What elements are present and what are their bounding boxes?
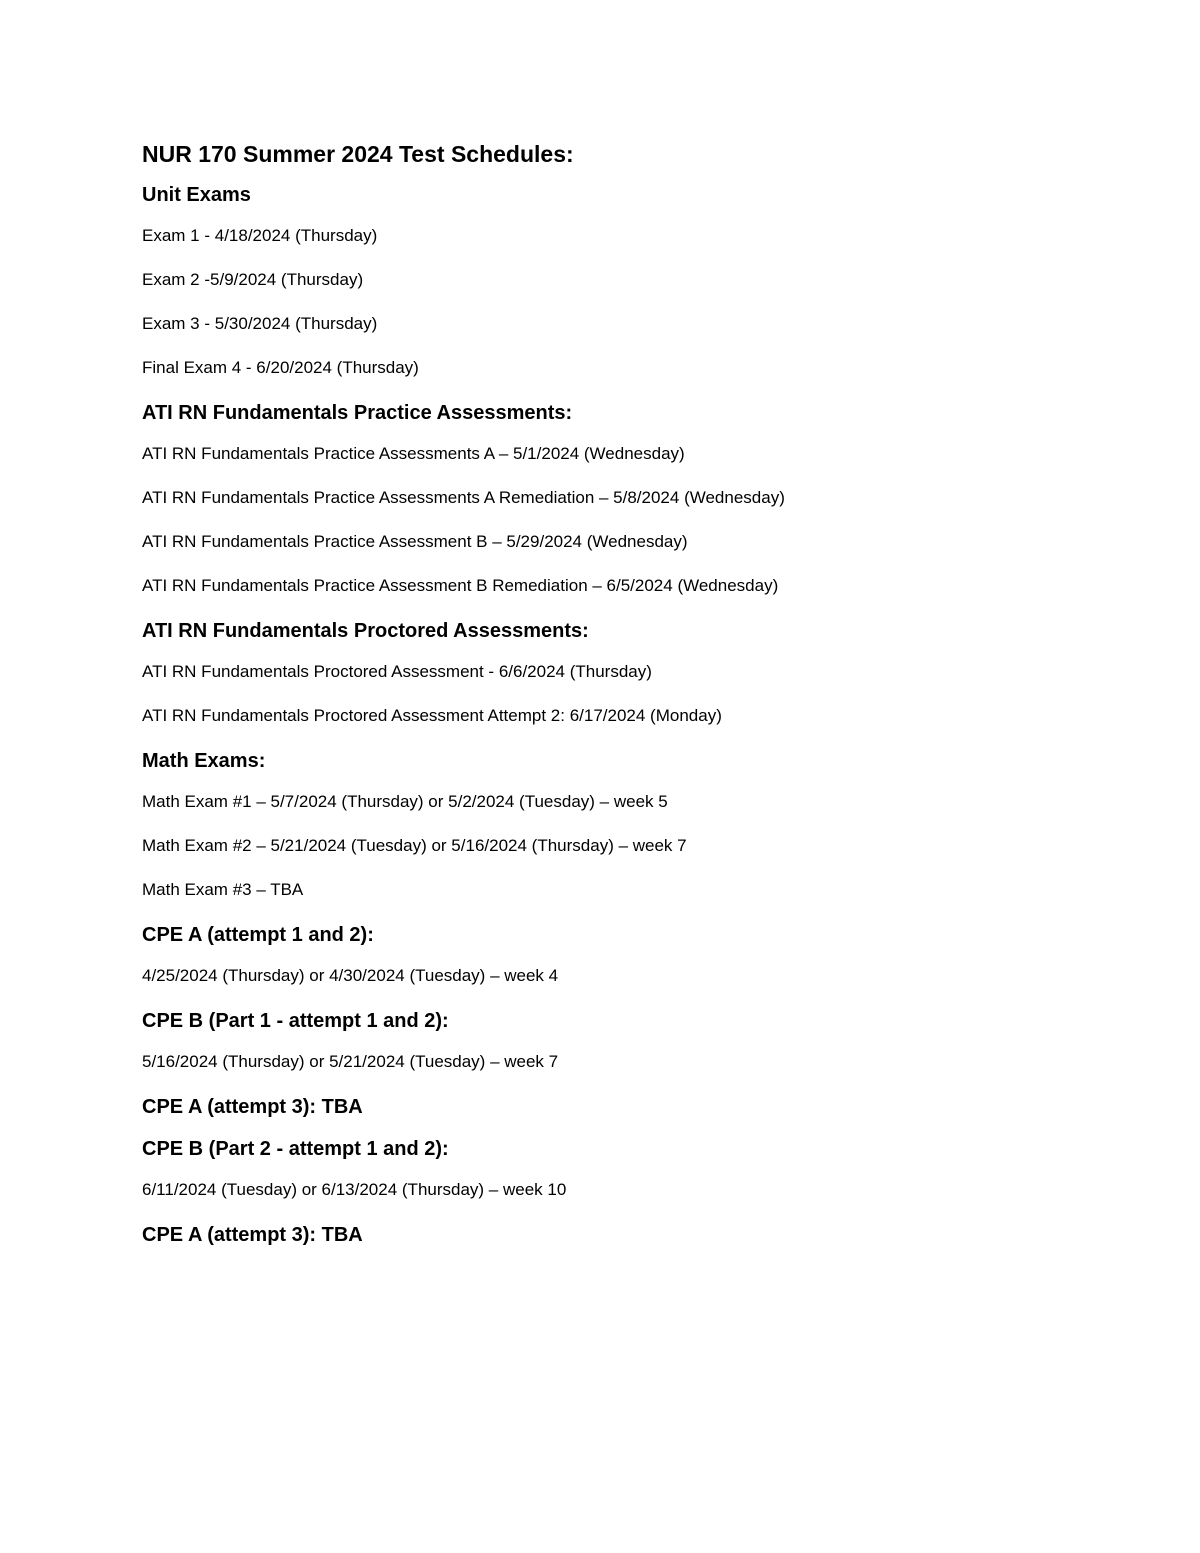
schedule-line: 6/11/2024 (Tuesday) or 6/13/2024 (Thursday) – week 10 xyxy=(142,1180,567,1199)
section-heading-ati-proctored: ATI RN Fundamentals Proctored Assessments: xyxy=(142,620,589,642)
section-heading-cpe-b-part-1: CPE B (Part 1 - attempt 1 and 2): xyxy=(142,1010,449,1032)
section-heading-ati-practice: ATI RN Fundamentals Practice Assessments: xyxy=(142,402,573,424)
section-heading-cpe-a-attempt-3: CPE A (attempt 3): TBA xyxy=(142,1096,363,1118)
schedule-line: Math Exam #2 – 5/21/2024 (Tuesday) or 5/16/2024 (Thursday) – week 7 xyxy=(142,836,687,855)
schedule-line: 4/25/2024 (Thursday) or 4/30/2024 (Tuesday) – week 4 xyxy=(142,966,559,985)
schedule-line: Math Exam #1 – 5/7/2024 (Thursday) or 5/2/2024 (Tuesday) – week 5 xyxy=(142,792,668,811)
section-heading-cpe-a-attempt-3-repeat: CPE A (attempt 3): TBA xyxy=(142,1224,363,1246)
schedule-line: Exam 2 -5/9/2024 (Thursday) xyxy=(142,270,364,289)
schedule-line: Final Exam 4 - 6/20/2024 (Thursday) xyxy=(142,358,419,377)
schedule-line: Exam 3 - 5/30/2024 (Thursday) xyxy=(142,314,378,333)
document-title: NUR 170 Summer 2024 Test Schedules: xyxy=(142,141,574,167)
schedule-line: ATI RN Fundamentals Proctored Assessment Attempt 2: 6/17/2024 (Monday) xyxy=(142,706,722,725)
schedule-line: ATI RN Fundamentals Practice Assessments A Remediation – 5/8/2024 (Wednesday) xyxy=(142,488,785,507)
schedule-line: ATI RN Fundamentals Practice Assessments A – 5/1/2024 (Wednesday) xyxy=(142,444,685,463)
schedule-line: ATI RN Fundamentals Proctored Assessment - 6/6/2024 (Thursday) xyxy=(142,662,652,681)
schedule-line: Math Exam #3 – TBA xyxy=(142,880,304,899)
section-heading-cpe-a-attempt-1-2: CPE A (attempt 1 and 2): xyxy=(142,924,374,946)
schedule-line: Exam 1 - 4/18/2024 (Thursday) xyxy=(142,226,378,245)
schedule-line: 5/16/2024 (Thursday) or 5/21/2024 (Tuesday) – week 7 xyxy=(142,1052,559,1071)
section-heading-math-exams: Math Exams: xyxy=(142,750,266,772)
schedule-line: ATI RN Fundamentals Practice Assessment B Remediation – 6/5/2024 (Wednesday) xyxy=(142,576,779,595)
schedule-line: ATI RN Fundamentals Practice Assessment B – 5/29/2024 (Wednesday) xyxy=(142,532,688,551)
section-heading-unit-exams: Unit Exams xyxy=(142,184,251,206)
document-content xyxy=(142,140,1142,1264)
section-heading-cpe-b-part-2: CPE B (Part 2 - attempt 1 and 2): xyxy=(142,1138,449,1160)
